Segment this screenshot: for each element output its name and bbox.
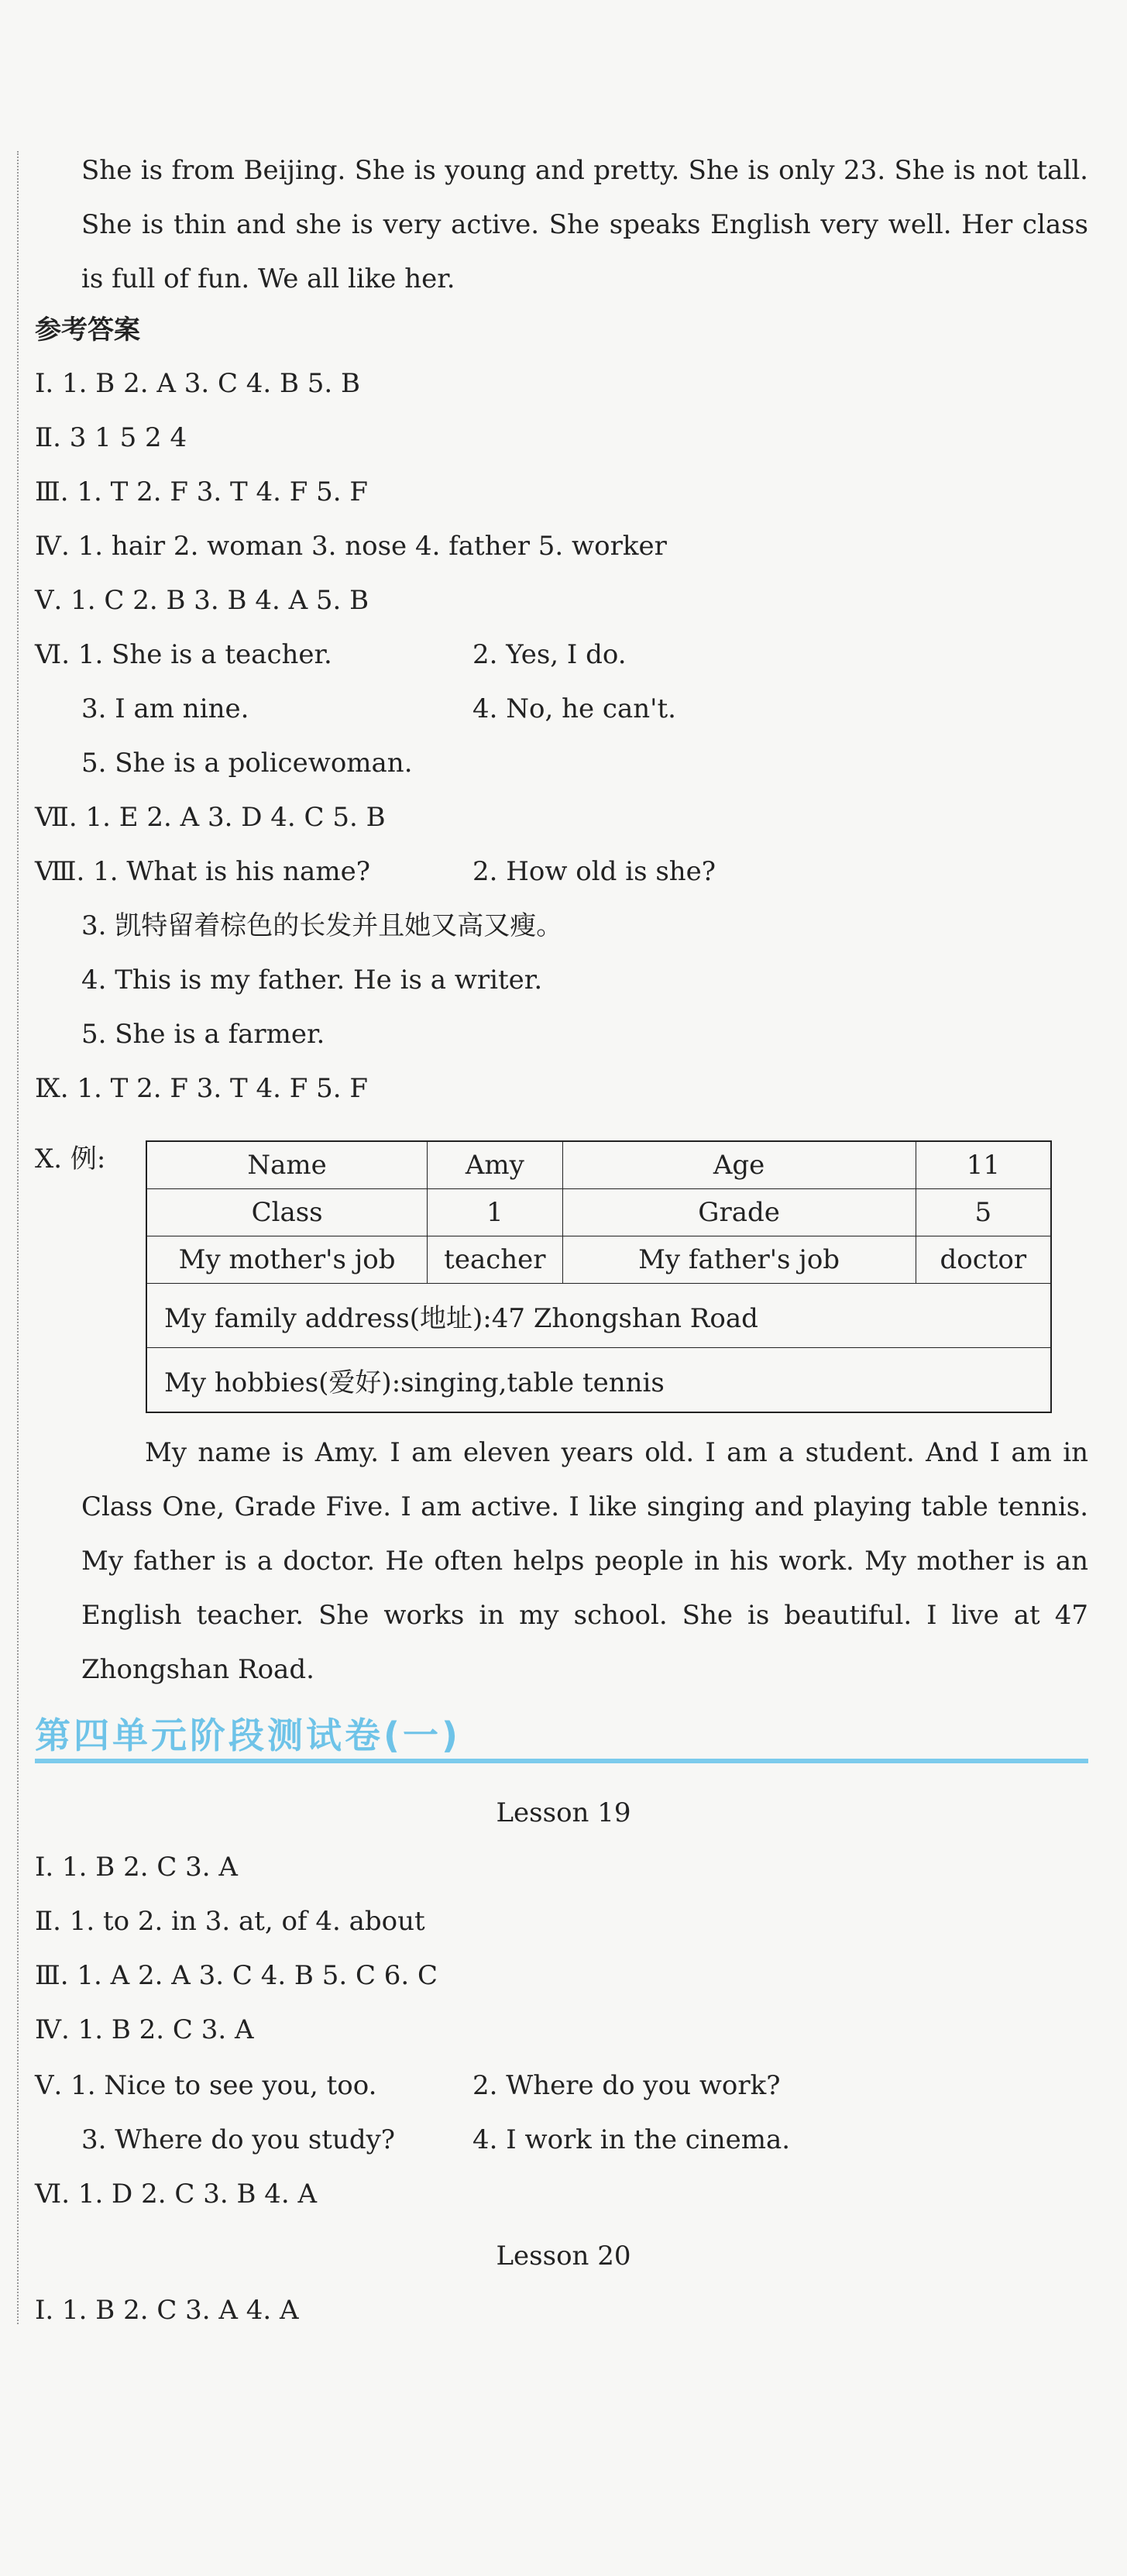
answer-VI-4: 4. No, he can't. [472,693,676,724]
answer-VII: Ⅶ. 1. E 2. A 3. D 4. C 5. B [35,802,386,833]
table-cell: My mother's job [146,1236,428,1284]
table-row [146,1236,1051,1284]
table-cell: 1 [428,1189,562,1236]
lesson-19-title: Lesson 19 [496,1797,631,1828]
answer-VI-3: 3. I am nine. [81,693,249,724]
answer-III: Ⅲ. 1. T 2. F 3. T 4. F 5. F [35,476,368,507]
lesson-20-title: Lesson 20 [496,2241,631,2272]
answer-VI-1: Ⅵ. 1. She is a teacher. [35,639,332,670]
answer-II: Ⅱ. 3 1 5 2 4 [35,422,187,453]
table-cell: Grade [562,1189,916,1236]
table-cell: 11 [916,1141,1051,1189]
answer-VIII-2: 2. How old is she? [472,856,716,887]
answer-IV: Ⅳ. 1. hair 2. woman 3. nose 4. father 5. worker [35,531,667,562]
lesson19-answer-V-1: Ⅴ. 1. Nice to see you, too. [35,2070,377,2101]
table-cell: 5 [916,1189,1051,1236]
lesson19-answer-II: Ⅱ. 1. to 2. in 3. at, of 4. about [35,1906,425,1937]
answer-VI-2: 2. Yes, I do. [472,639,627,670]
table-row [146,1348,1051,1413]
margin-dotted-line [17,151,19,2324]
intro-paragraph: She is from Beijing. She is young and pretty. She is only 23. She is not tall. She is thin and she is very active. She speaks English very well. Her class is full of fun. We all like her. [81,155,1088,294]
section-title: 第四单元阶段测试卷(一) [35,1714,462,1756]
table-row [146,1189,1051,1236]
answer-V: Ⅴ. 1. C 2. B 3. B 4. A 5. B [35,585,369,616]
table-cell: doctor [916,1236,1051,1284]
answer-VIII-5: 5. She is a farmer. [81,1019,325,1050]
table-cell-hobbies: My hobbies(爱好):singing,table tennis [146,1348,1051,1413]
answer-IX: Ⅸ. 1. T 2. F 3. T 4. F 5. F [35,1073,369,1104]
section-title-rule [35,1759,1088,1763]
table-row [146,1284,1051,1348]
table-cell: Class [146,1189,428,1236]
answer-VIII-4: 4. This is my father. He is a writer. [81,965,543,996]
table-cell-address: My family address(地址):47 Zhongshan Road [146,1284,1051,1348]
table-cell: Name [146,1141,428,1189]
answer-VIII-3: 3. 凯特留着棕色的长发并且她又高又瘦。 [81,910,563,941]
table-cell: My father's job [562,1236,916,1284]
table-row [146,1141,1051,1189]
answer-X-label: Ⅹ. 例: [35,1144,106,1175]
table-cell: Amy [428,1141,562,1189]
lesson19-answer-VI: Ⅵ. 1. D 2. C 3. B 4. A [35,2179,318,2210]
answer-I: Ⅰ. 1. B 2. A 3. C 4. B 5. B [35,368,361,399]
essay-paragraph: My name is Amy. I am eleven years old. I am a student. And I am in Class One, Grade Five. I am active. I like singing and playing table tennis. My father is a doctor. He often helps people in his work. My mother is an English teacher. She works in my school. She is beautiful. I live at 47 Zhongshan Road. [81,1437,1088,1685]
answer-VI-5: 5. She is a policewoman. [81,748,413,779]
answer-VIII-1: Ⅷ. 1. What is his name? [35,856,370,887]
table-cell: Age [562,1141,916,1189]
lesson19-answer-V-2: 2. Where do you work? [472,2070,781,2101]
lesson19-answer-IV: Ⅳ. 1. B 2. C 3. A [35,2014,254,2045]
answers-heading: 参考答案 [35,315,140,346]
info-table [146,1140,1052,1413]
lesson19-answer-III: Ⅲ. 1. A 2. A 3. C 4. B 5. C 6. C [35,1960,438,1991]
lesson19-answer-V-4: 4. I work in the cinema. [472,2124,791,2155]
lesson19-answer-V-3: 3. Where do you study? [81,2124,396,2155]
table-cell: teacher [428,1236,562,1284]
lesson19-answer-I: Ⅰ. 1. B 2. C 3. A [35,1852,238,1883]
lesson20-answer-I: Ⅰ. 1. B 2. C 3. A 4. A [35,2295,299,2326]
